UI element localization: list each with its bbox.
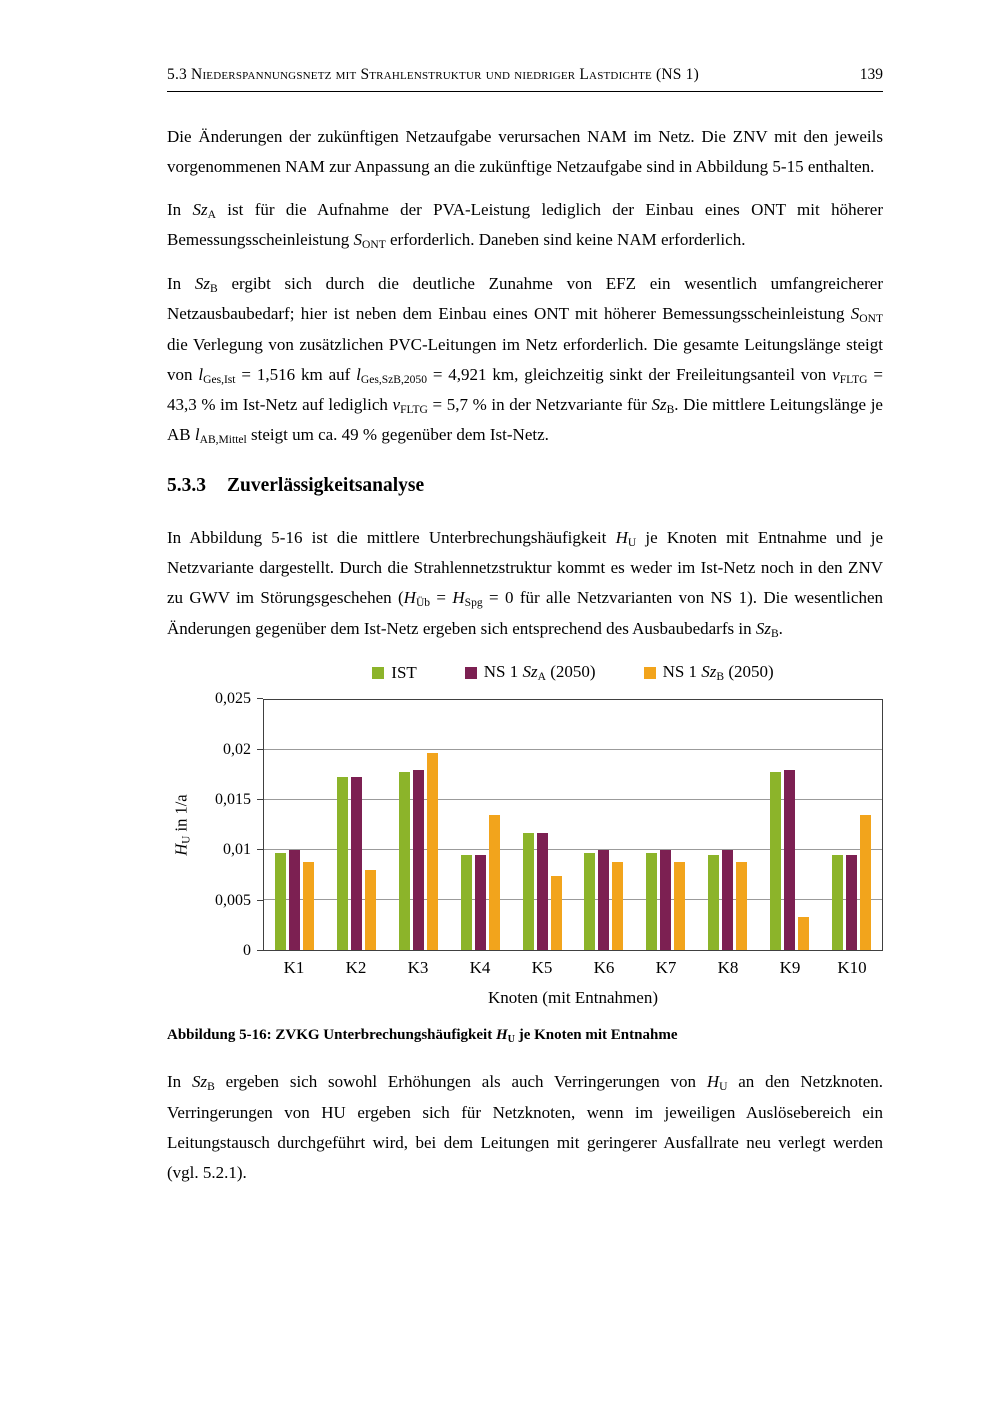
bar-NS1-SzB-2050-K3 <box>427 753 438 950</box>
bar-IST-K7 <box>646 853 657 950</box>
text-run: ist für die Aufnahme der PVA-Leistung lediglich der Einbau eines ONT mit höherer Bemessungsscheinleistung <box>167 199 883 250</box>
x-title-spacer-2 <box>197 978 263 1008</box>
bar-group-K3 <box>388 700 450 950</box>
bar-NS1-SzB-2050-K8 <box>736 862 747 950</box>
bar-group-K4 <box>449 700 511 950</box>
chart-body <box>167 690 883 960</box>
legend-label <box>484 662 596 683</box>
section-number: 5.3.3 <box>167 474 206 496</box>
text-run: Spg <box>464 596 483 610</box>
text-run: Abbildung 5-16: ZVKG Unterbrechungshäufigkeit <box>167 1027 496 1044</box>
bar-group-K2 <box>326 700 388 950</box>
text-run: S <box>850 304 860 324</box>
x-tick-label-K2: K2 <box>345 958 367 978</box>
text-run: B <box>770 626 779 640</box>
text-run: = 4,921 km, gleichzeitig sinkt der Freileitungsanteil von <box>426 364 833 384</box>
text-run: FLTG <box>400 403 428 417</box>
text-run: = <box>430 588 453 608</box>
bar-NS1-SzB-2050-K6 <box>612 862 623 950</box>
text-run: H <box>171 843 191 856</box>
legend-item-NS1-SzA-2050 <box>465 662 596 683</box>
x-axis-labels <box>263 958 883 978</box>
bar-NS1-SzA-2050-K8 <box>722 850 733 950</box>
paragraph-1 <box>167 122 883 182</box>
legend-swatch <box>644 667 656 679</box>
text-run: AB,Mittel <box>199 433 247 447</box>
text-run: H <box>615 527 628 547</box>
bar-NS1-SzA-2050-K10 <box>846 855 857 950</box>
legend-label <box>663 662 774 683</box>
bar-group-K8 <box>697 700 759 950</box>
text-run: in 1/a <box>171 794 191 836</box>
x-tick-label-K9: K9 <box>779 958 801 978</box>
y-axis-title-cell <box>167 699 197 951</box>
text-run: Ges,Ist <box>203 372 236 386</box>
text-run: B <box>716 670 725 684</box>
bar-IST-K8 <box>708 855 719 950</box>
x-axis-spacer-2 <box>197 951 263 978</box>
x-tick-label-K7: K7 <box>655 958 677 978</box>
legend-swatch <box>372 667 384 679</box>
bar-IST-K3 <box>399 772 410 950</box>
text-run: steigt um ca. 49 % gegenüber dem Ist-Netz. <box>246 425 549 445</box>
bar-NS1-SzA-2050-K9 <box>784 770 795 950</box>
bar-IST-K9 <box>770 772 781 950</box>
text-run: H <box>706 1072 720 1092</box>
text-run: v <box>832 364 840 384</box>
text-run: Sz <box>192 199 208 219</box>
x-tick-label-K3: K3 <box>407 958 429 978</box>
legend-item-IST <box>372 662 417 683</box>
text-run: S <box>353 230 363 250</box>
text-run: B <box>207 1080 215 1094</box>
page-header <box>167 66 883 84</box>
bar-NS1-SzA-2050-K2 <box>351 777 362 950</box>
text-run: Ges,SzB,2050 <box>360 372 427 386</box>
text-run: = 1,516 km auf <box>235 364 357 384</box>
y-axis-labels <box>197 690 263 960</box>
text-run: U <box>719 1080 728 1094</box>
bar-groups <box>264 700 882 950</box>
bar-NS1-SzA-2050-K1 <box>289 850 300 950</box>
bar-NS1-SzA-2050-K4 <box>475 855 486 950</box>
text-run: Sz <box>701 662 717 682</box>
x-axis-title: Knoten (mit Entnahmen) <box>488 988 658 1008</box>
text-run: ONT <box>362 238 386 252</box>
x-tick-label-K10: K10 <box>837 958 867 978</box>
chart-legend <box>263 662 883 683</box>
text-run: In <box>167 1072 192 1092</box>
y-tick-label: 0,015 <box>215 791 251 809</box>
text-run: U <box>180 835 193 844</box>
section-heading <box>167 475 883 497</box>
text-run: U <box>627 536 637 549</box>
bar-NS1-SzB-2050-K7 <box>674 862 685 950</box>
text-run: B <box>666 403 675 417</box>
text-run: = 43,3 % im Ist-Netz auf lediglich <box>167 364 883 414</box>
text-run: ergibt sich durch die deutliche Zunahme von EFZ ein wesentlich umfangreicherer Netzausbaubedarf; hier ist neben dem Einbau eines ONT mit höherer Bemessungsscheinleistung <box>167 273 884 324</box>
text-run: = 5,7 % in der Netzvariante für <box>427 394 652 414</box>
bar-NS1-SzA-2050-K3 <box>413 770 424 950</box>
y-tick-label: 0,005 <box>215 891 251 909</box>
text-run: ergeben sich sowohl Erhöhungen als auch Verringerungen von <box>214 1072 707 1092</box>
text-run: A <box>537 670 546 684</box>
bar-group-K9 <box>758 700 820 950</box>
header-rule <box>167 91 883 92</box>
text-run: (2050) <box>724 662 774 682</box>
bar-NS1-SzA-2050-K7 <box>660 850 671 950</box>
text-run: = 0 für alle Netzvarianten von NS 1). Die wesentlichen Änderungen gegenüber dem Ist-Netz ergeben sich entsprechend des Ausbaubedarfs in <box>167 588 883 638</box>
x-title-row <box>167 978 883 1008</box>
text-run: je Knoten mit Entnahme und je Netzvariante dargestellt. Durch die Strahlennetzstruktur kommt es weder im Ist-Netz noch in den ZNV zu GWV im Störungsgeschehen ( <box>167 527 883 608</box>
bar-IST-K1 <box>275 853 286 950</box>
text-run: l <box>356 364 361 384</box>
paragraph-3 <box>167 269 883 451</box>
text-run: an den Netzknoten. Verringerungen von HU ergeben sich für Netzknoten, wenn im jeweiligen Auslösebereich ein Leitungstausch durchgeführt wird, bei dem Leitungen mit geringerer Ausfallrate neu verlegt werden (vgl. 5.2.1). <box>167 1072 884 1182</box>
text-run: Sz <box>651 394 667 414</box>
bar-NS1-SzB-2050-K5 <box>551 876 562 950</box>
bar-IST-K10 <box>832 855 843 950</box>
text-run: (2050) <box>545 662 596 682</box>
text-run: . <box>778 618 783 638</box>
bar-NS1-SzB-2050-K2 <box>365 870 376 950</box>
legend-label <box>391 663 417 683</box>
bar-IST-K4 <box>461 855 472 950</box>
bar-IST-K6 <box>584 853 595 950</box>
section-title: Zuverlässigkeitsanalyse <box>227 474 425 496</box>
bar-group-K1 <box>264 700 326 950</box>
text-run: ONT <box>859 312 883 326</box>
bar-group-K7 <box>635 700 697 950</box>
x-tick-label-K6: K6 <box>593 958 615 978</box>
text-run: A <box>207 207 216 221</box>
text-run: Sz <box>755 618 771 638</box>
paragraph-5 <box>167 1067 883 1187</box>
text-run: die Verlegung von zusätzlichen PVC-Leitungen im Netz erforderlich. Die gesamte Leitungslänge steigt von <box>167 334 883 384</box>
y-axis-title <box>171 795 192 856</box>
x-title-spacer-1 <box>167 978 197 1008</box>
x-axis-spacer-1 <box>167 951 197 978</box>
text-run: In <box>167 273 195 293</box>
text-run: Die Änderungen der zukünftigen Netzaufgabe verursachen NAM im Netz. Die ZNV mit den jeweils vorgenommenen NAM zur Anpassung an die zukünftige Netzaufgabe sind in Abbildung 5-15 enthalten. <box>167 127 883 176</box>
text-run: erforderlich. Daneben sind keine NAM erforderlich. <box>385 230 746 250</box>
legend-swatch <box>465 667 477 679</box>
text-run: l <box>194 425 200 445</box>
text-run: Üb <box>415 596 431 610</box>
x-axis-row <box>167 951 883 978</box>
legend-item-NS1-SzB-2050 <box>644 662 774 683</box>
plot-area <box>263 699 883 951</box>
bar-NS1-SzA-2050-K6 <box>598 850 609 950</box>
text-run: Sz <box>194 273 211 293</box>
text-run: l <box>198 364 204 384</box>
paragraph-2 <box>167 195 883 256</box>
bar-NS1-SzB-2050-K4 <box>489 815 500 950</box>
text-run: Sz <box>191 1072 208 1092</box>
text-run: H <box>495 1027 508 1044</box>
text-run: FLTG <box>839 372 868 386</box>
figure-5-16 <box>167 662 883 1008</box>
bar-NS1-SzB-2050-K10 <box>860 815 871 950</box>
bar-IST-K5 <box>523 833 534 950</box>
text-run: Sz <box>522 662 538 682</box>
bar-NS1-SzB-2050-K9 <box>798 917 809 950</box>
text-run: In <box>167 199 193 219</box>
bar-group-K6 <box>573 700 635 950</box>
y-tick-label: 0,01 <box>223 841 251 859</box>
x-tick-label-K8: K8 <box>717 958 739 978</box>
text-run: B <box>210 281 218 295</box>
running-head: 5.3 Niederspannungsnetz mit Strahlenstruktur und niedriger Lastdichte (NS 1) <box>167 66 699 83</box>
text-run: U <box>507 1034 515 1046</box>
figure-caption <box>167 1024 883 1047</box>
text-run: H <box>452 588 465 608</box>
bar-group-K10 <box>820 700 882 950</box>
x-tick-label-K5: K5 <box>531 958 553 978</box>
x-tick-label-K1: K1 <box>283 958 305 978</box>
text-run: IST <box>391 662 417 682</box>
x-tick-label-K4: K4 <box>469 958 491 978</box>
text-run: . Die mittlere Leitungslänge je AB <box>167 394 883 445</box>
text-run: In Abbildung 5-16 ist die mittlere Unterbrechungshäufigkeit <box>167 527 616 547</box>
bar-IST-K2 <box>337 777 348 950</box>
page-number: 139 <box>859 66 883 83</box>
y-tick-label: 0,02 <box>223 740 251 758</box>
bar-NS1-SzB-2050-K1 <box>303 862 314 950</box>
text-run: v <box>392 394 401 414</box>
text-run: je Knoten mit Entnahme <box>514 1027 678 1044</box>
text-run: NS 1 <box>483 662 523 682</box>
bar-group-K5 <box>511 700 573 950</box>
text-run: NS 1 <box>662 662 702 682</box>
paragraph-4 <box>167 523 883 644</box>
bar-NS1-SzA-2050-K5 <box>537 833 548 950</box>
text-run: H <box>403 588 416 608</box>
y-tick-label: 0,025 <box>215 690 251 708</box>
y-tick-label: 0 <box>243 942 251 960</box>
